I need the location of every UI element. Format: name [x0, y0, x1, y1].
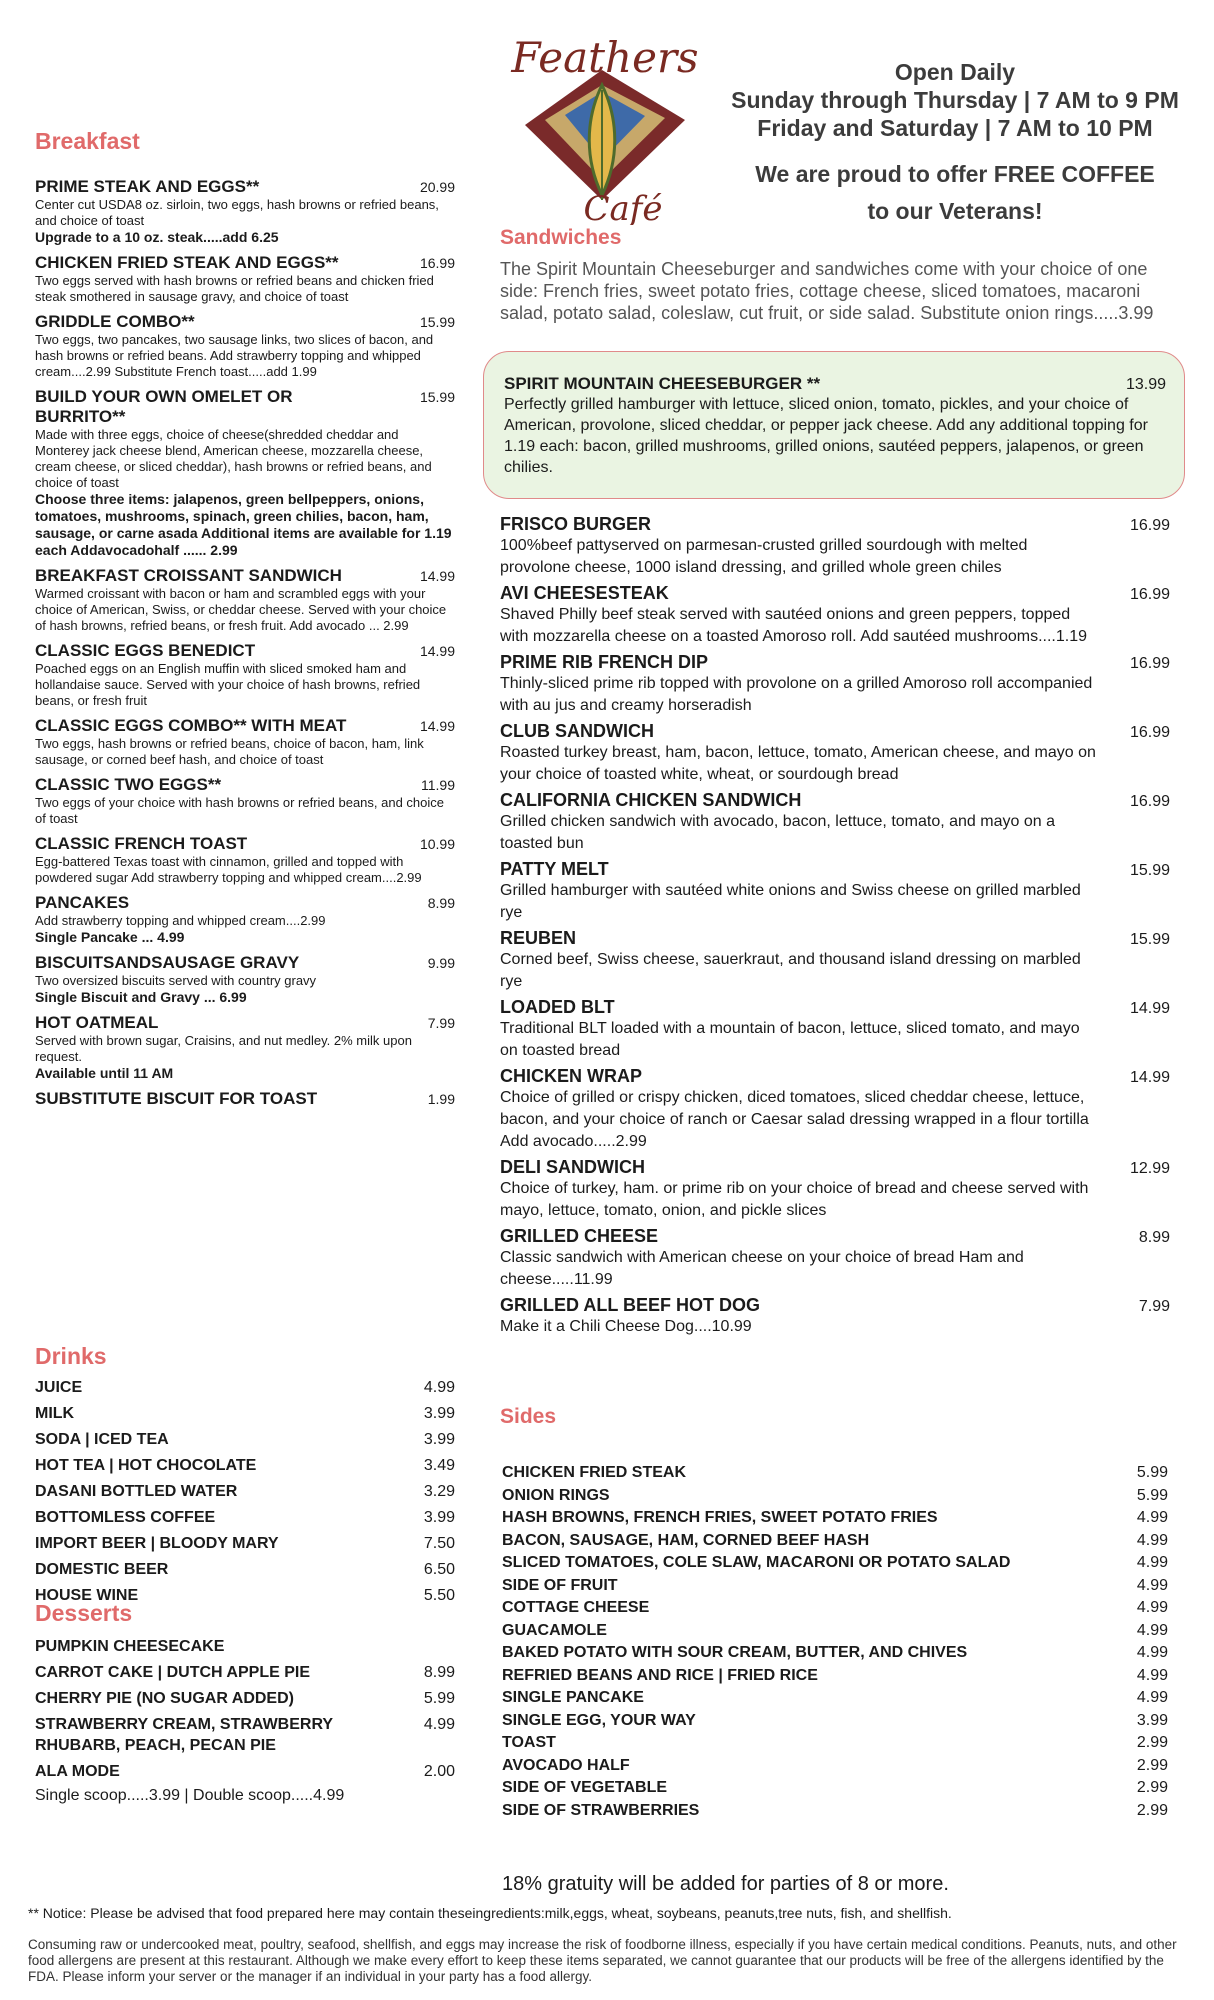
feather-logo-icon: [505, 30, 700, 225]
dessert-price: 2.00: [423, 1763, 455, 1780]
drinks-heading: Drinks: [35, 1343, 107, 1369]
dessert-row: [35, 1714, 455, 1756]
side-price: 4.99: [1136, 1531, 1168, 1549]
sandwich-item: [500, 1156, 1170, 1222]
sandwich-item: [500, 789, 1170, 855]
sandwiches-heading: Sandwiches: [500, 226, 622, 249]
item-price: 7.99: [427, 1015, 455, 1031]
sandwich-name: CLUB SANDWICH: [500, 721, 654, 741]
sandwich-name: FRISCO BURGER: [500, 514, 652, 534]
sandwich-name: REUBEN: [500, 928, 577, 948]
side-row: [502, 1777, 1168, 1800]
item-description: Two eggs, two pancakes, two sausage links, two slices of bacon, and hash browns or refried beans. Add strawberry topping and whipped cream....2.99 Substitute French toast.....add 1.99: [35, 332, 434, 379]
drink-price: 3.29: [423, 1483, 455, 1500]
sandwich-price: 16.99: [1129, 586, 1170, 603]
menu-item: [35, 566, 455, 634]
sandwich-item: [500, 651, 1170, 717]
side-row: [502, 1575, 1168, 1598]
menu-item: [35, 177, 455, 246]
sandwich-description: Corned beef, Swiss cheese, sauerkraut, and thousand island dressing on marbled rye: [500, 951, 1081, 990]
sandwich-price: 14.99: [1129, 1000, 1170, 1017]
item-name: HOT OATMEAL: [35, 1013, 159, 1032]
side-row: [502, 1800, 1168, 1823]
item-name: CLASSIC EGGS BENEDICT: [35, 641, 256, 660]
hours-line2: Sunday through Thursday | 7 AM to 9 PM: [731, 87, 1179, 113]
drink-price: 3.49: [423, 1457, 455, 1474]
sandwich-name: GRILLED ALL BEEF HOT DOG: [500, 1295, 760, 1315]
drink-row: [35, 1557, 455, 1583]
sandwich-item: [500, 720, 1170, 786]
side-row: [502, 1552, 1168, 1575]
drink-name: JUICE: [35, 1379, 83, 1396]
sandwich-description: 100%beef pattyserved on parmesan-crusted grilled sourdough with melted provolone cheese, 1000 island dressing, and grilled whole green chiles: [500, 537, 1028, 576]
item-description: Two oversized biscuits served with country gravy: [35, 973, 317, 988]
veterans-line1: We are proud to offer FREE COFFEE: [755, 161, 1155, 187]
item-description: Poached eggs on an English muffin with sliced smoked ham and hollandaise sauce. Served with your choice of hash browns, refried beans, or fresh fruit: [35, 661, 421, 708]
item-name: CLASSIC EGGS COMBO** WITH MEAT: [35, 716, 347, 735]
sandwich-description: Thinly-sliced prime rib topped with provolone on a grilled Amoroso roll accompanied with au jus and creamy horseradish: [500, 675, 1093, 714]
item-description: Served with brown sugar, Craisins, and nut medley. 2% milk upon request.: [35, 1033, 412, 1064]
item-description: Two eggs, hash browns or refried beans, choice of bacon, ham, link sausage, or corned beef hash, and choice of toast: [35, 736, 424, 767]
side-price: 4.99: [1136, 1599, 1168, 1616]
sandwich-description: Grilled hamburger with sautéed white onions and Swiss cheese on grilled marbled rye: [500, 882, 1081, 921]
item-description: Egg-battered Texas toast with cinnamon, grilled and topped with powdered sugar Add strawberry topping and whipped cream....2.99: [35, 854, 422, 885]
menu-item: [35, 641, 455, 709]
side-name: COTTAGE CHEESE: [502, 1599, 650, 1616]
hours-block: [720, 58, 1190, 230]
desserts-heading: Desserts: [35, 1600, 133, 1626]
dessert-price: 4.99: [423, 1716, 455, 1733]
sandwich-item: [500, 858, 1170, 924]
sandwich-name: CHICKEN WRAP: [500, 1066, 642, 1086]
item-description: Two eggs of your choice with hash browns or refried beans, and choice of toast: [35, 795, 445, 826]
sandwich-item: [500, 582, 1170, 648]
item-extra: Choose three items: jalapenos, green bellpeppers, onions, tomatoes, mushrooms, spinach, green chilies, bacon, ham, sausage, or carne asada Additional items are available for 1.19 each Addavocadohalf ...... 2.99: [35, 491, 452, 558]
item-description: Center cut USDA8 oz. sirloin, two eggs, hash browns or refried beans, and choice of toast: [35, 197, 439, 228]
sandwich-price: 7.99: [1138, 1298, 1170, 1315]
drink-name: SODA | ICED TEA: [35, 1431, 169, 1448]
sandwich-price: 15.99: [1129, 931, 1170, 948]
hours-line1: Open Daily: [894, 59, 1016, 85]
drink-name: BOTTOMLESS COFFEE: [35, 1509, 216, 1526]
dessert-name: STRAWBERRY CREAM, STRAWBERRY RHUBARB, PEACH, PECAN PIE: [35, 1716, 333, 1754]
sandwich-price: 12.99: [1129, 1160, 1170, 1177]
breakfast-list: [35, 177, 455, 1116]
side-row: [502, 1530, 1168, 1553]
drink-price: 3.99: [423, 1509, 455, 1526]
item-name: BUILD YOUR OWN OMELET OR BURRITO**: [35, 387, 293, 426]
drink-name: HOUSE WINE: [35, 1587, 139, 1604]
item-price: 14.99: [419, 568, 455, 584]
sandwich-description: Classic sandwich with American cheese on your choice of bread Ham and cheese.....11.99: [500, 1249, 1024, 1288]
side-name: TOAST: [502, 1734, 556, 1751]
desserts-list: [35, 1636, 455, 1805]
item-name: BISCUITSANDSAUSAGE GRAVY: [35, 953, 300, 972]
side-name: AVOCADO HALF: [502, 1756, 630, 1774]
item-price: 1.99: [427, 1091, 455, 1107]
drink-row: [35, 1531, 455, 1557]
drink-name: MILK: [35, 1405, 75, 1422]
veterans-offer: [720, 156, 1190, 230]
sandwiches-list: [500, 513, 1170, 1341]
drink-price: 3.99: [423, 1431, 455, 1448]
sandwich-price: 15.99: [1129, 862, 1170, 879]
menu-item: [35, 312, 455, 380]
side-price: 2.99: [1136, 1734, 1168, 1751]
hours-line3: Friday and Saturday | 7 AM to 10 PM: [757, 115, 1153, 141]
side-name: BAKED POTATO WITH SOUR CREAM, BUTTER, AND CHIVES: [502, 1644, 968, 1661]
menu-item: [35, 893, 455, 946]
side-row: [502, 1642, 1168, 1665]
dessert-name: CHERRY PIE (NO SUGAR ADDED): [35, 1690, 294, 1707]
side-row: [502, 1462, 1168, 1485]
side-price: 2.99: [1136, 1779, 1168, 1796]
side-row: [502, 1755, 1168, 1778]
drink-row: [35, 1453, 455, 1479]
menu-item: [35, 1089, 455, 1109]
dessert-row: [35, 1688, 455, 1709]
side-price: 3.99: [1136, 1711, 1168, 1729]
side-name: BACON, SAUSAGE, HAM, CORNED BEEF HASH: [502, 1531, 870, 1549]
drink-name: HOT TEA | HOT CHOCOLATE: [35, 1457, 257, 1474]
side-price: 5.99: [1136, 1486, 1168, 1504]
side-price: 4.99: [1136, 1554, 1168, 1571]
side-name: SIDE OF FRUIT: [502, 1576, 618, 1594]
side-row: [502, 1507, 1168, 1530]
gratuity-note: 18% gratuity will be added for parties of 8 or more.: [502, 1873, 949, 1895]
sandwich-name: CALIFORNIA CHICKEN SANDWICH: [500, 790, 802, 810]
side-price: 4.99: [1136, 1509, 1168, 1526]
sandwich-name: DELI SANDWICH: [500, 1157, 645, 1177]
sandwich-price: 8.99: [1138, 1229, 1170, 1246]
ala-mode-note: Single scoop.....3.99 | Double scoop.....4.99: [35, 1787, 345, 1804]
side-row: [502, 1620, 1168, 1643]
item-name: GRIDDLE COMBO**: [35, 312, 195, 331]
featured-sandwich-desc: Perfectly grilled hamburger with lettuce, sliced onion, tomato, pickles, and your choice of American, provolone, sliced cheddar, or pepper jack cheese. Add any additional topping for 1.19 each: bacon, grilled mushrooms, grilled onions, sautéed peppers, jalapenos, or green chilies.: [504, 396, 1148, 476]
sandwich-description: Choice of grilled or crispy chicken, diced tomatoes, sliced cheddar cheese, lettuce, bacon, and your choice of ranch or Caesar salad dressing wrapped in a flour tortilla Add avocado.....2.99: [500, 1089, 1089, 1150]
side-price: 4.99: [1136, 1666, 1168, 1684]
side-price: 4.99: [1136, 1621, 1168, 1639]
sandwich-item: [500, 927, 1170, 993]
side-name: SINGLE EGG, YOUR WAY: [502, 1711, 696, 1729]
featured-sandwich-box: [483, 351, 1185, 499]
item-price: 14.99: [419, 718, 455, 734]
drink-name: DASANI BOTTLED WATER: [35, 1483, 238, 1500]
side-price: 2.99: [1136, 1801, 1168, 1819]
sandwich-price: 16.99: [1129, 793, 1170, 810]
dessert-price: 8.99: [423, 1664, 455, 1681]
drink-name: DOMESTIC BEER: [35, 1561, 169, 1578]
item-price: 16.99: [419, 255, 455, 271]
side-name: GUACAMOLE: [502, 1621, 607, 1639]
sandwich-item: [500, 1225, 1170, 1291]
sides-list: [502, 1462, 1168, 1822]
drink-price: 3.99: [423, 1405, 455, 1422]
drink-name: IMPORT BEER | BLOODY MARY: [35, 1535, 279, 1552]
dessert-row: [35, 1636, 455, 1657]
dessert-price: 5.99: [423, 1690, 455, 1707]
item-name: BREAKFAST CROISSANT SANDWICH: [35, 566, 342, 585]
side-name: SIDE OF VEGETABLE: [502, 1779, 668, 1796]
item-extra: Available until 11 AM: [35, 1065, 174, 1081]
item-extra: Single Pancake ... 4.99: [35, 929, 185, 945]
drink-row: [35, 1505, 455, 1531]
sandwich-price: 16.99: [1129, 655, 1170, 672]
item-extra: Upgrade to a 10 oz. steak.....add 6.25: [35, 229, 279, 245]
featured-sandwich-price: 13.99: [1125, 376, 1166, 393]
side-row: [502, 1687, 1168, 1710]
sandwich-name: AVI CHEESESTEAK: [500, 583, 669, 603]
menu-item: [35, 387, 455, 559]
sandwich-description: Shaved Philly beef steak served with sautéed onions and green peppers, topped with mozzarella cheese on a toasted Amoroso roll. Add sautéed mushrooms....1.19: [500, 606, 1087, 645]
item-price: 14.99: [419, 643, 455, 659]
sandwich-description: Roasted turkey breast, ham, bacon, lettuce, tomato, American cheese, and mayo on your choice of toasted white, wheat, or sourdough bread: [500, 744, 1096, 783]
sandwich-description: Make it a Chili Cheese Dog....10.99: [500, 1318, 752, 1335]
side-name: SLICED TOMATOES, COLE SLAW, MACARONI OR POTATO SALAD: [502, 1554, 1011, 1571]
menu-item: [35, 953, 455, 1006]
breakfast-heading: Breakfast: [35, 128, 140, 154]
side-row: [502, 1665, 1168, 1688]
sandwich-item: [500, 513, 1170, 579]
dessert-name: ALA MODE: [35, 1763, 120, 1780]
dessert-name: PUMPKIN CHEESECAKE: [35, 1638, 225, 1655]
item-price: 15.99: [419, 314, 455, 330]
side-price: 4.99: [1136, 1576, 1168, 1594]
logo-text-cafe: Café: [583, 189, 663, 225]
item-price: 15.99: [419, 389, 455, 405]
sandwich-item: [500, 1294, 1170, 1338]
dessert-row: [35, 1761, 455, 1782]
item-description: Warmed croissant with bacon or ham and scrambled eggs with your choice of American, Swiss, or cheddar cheese. Served with your choice of hash browns, refried beans, or fresh fruit. Add avocado ... 2.99: [35, 586, 447, 633]
veterans-line2: to our Veterans!: [867, 198, 1043, 224]
side-price: 5.99: [1136, 1464, 1168, 1481]
featured-sandwich-name: SPIRIT MOUNTAIN CHEESEBURGER **: [504, 374, 821, 393]
item-name: PRIME STEAK AND EGGS**: [35, 177, 260, 196]
item-name: CLASSIC FRENCH TOAST: [35, 834, 248, 853]
sandwiches-intro: The Spirit Mountain Cheeseburger and sandwiches come with your choice of one side: French fries, sweet potato fries, cottage cheese, sliced tomatoes, macaroni salad, potato salad, coleslaw, cut fruit, or side salad. Substitute onion rings.....3.99: [500, 259, 1154, 323]
side-name: REFRIED BEANS AND RICE | FRIED RICE: [502, 1666, 818, 1684]
dessert-row: [35, 1662, 455, 1683]
drinks-list: [35, 1375, 455, 1609]
sandwich-description: Choice of turkey, ham. or prime rib on your choice of bread and cheese served with mayo, lettuce, tomato, onion, and pickle slices: [500, 1180, 1089, 1219]
side-name: CHICKEN FRIED STEAK: [502, 1464, 687, 1481]
sandwich-item: [500, 996, 1170, 1062]
menu-item: [35, 834, 455, 886]
sandwich-description: Traditional BLT loaded with a mountain of bacon, lettuce, sliced tomato, and mayo on toasted bread: [500, 1020, 1080, 1059]
allergen-notice: ** Notice: Please be advised that food prepared here may contain theseingredients:milk,eggs, wheat, soybeans, peanuts,tree nuts, fish, and shellfish.: [28, 1905, 952, 1921]
side-name: SINGLE PANCAKE: [502, 1689, 644, 1706]
item-name: PANCAKES: [35, 893, 130, 912]
side-row: [502, 1485, 1168, 1508]
item-price: 9.99: [427, 955, 455, 971]
side-name: HASH BROWNS, FRENCH FRIES, SWEET POTATO FRIES: [502, 1509, 938, 1526]
cafe-logo: [505, 30, 700, 225]
item-price: 10.99: [419, 836, 455, 852]
drink-price: 7.50: [423, 1535, 455, 1552]
side-row: [502, 1597, 1168, 1620]
sandwich-price: 16.99: [1129, 517, 1170, 534]
item-price: 11.99: [421, 777, 455, 793]
sandwich-item: [500, 1065, 1170, 1153]
side-price: 4.99: [1136, 1689, 1168, 1706]
dessert-name: CARROT CAKE | DUTCH APPLE PIE: [35, 1664, 311, 1681]
drink-price: 6.50: [423, 1561, 455, 1578]
sandwich-name: LOADED BLT: [500, 997, 615, 1017]
menu-item: [35, 716, 455, 768]
drink-price: 4.99: [423, 1379, 455, 1396]
sandwich-name: GRILLED CHEESE: [500, 1226, 659, 1246]
drink-row: [35, 1427, 455, 1453]
item-name: CHICKEN FRIED STEAK AND EGGS**: [35, 253, 339, 272]
side-name: SIDE OF STRAWBERRIES: [502, 1801, 700, 1819]
menu-item: [35, 775, 455, 827]
side-name: ONION RINGS: [502, 1486, 610, 1504]
item-price: 20.99: [419, 179, 455, 195]
drink-row: [35, 1479, 455, 1505]
item-price: 8.99: [427, 895, 455, 911]
drink-row: [35, 1375, 455, 1401]
side-price: 2.99: [1136, 1756, 1168, 1774]
logo-text-feathers: Feathers: [511, 33, 699, 82]
sandwich-price: 14.99: [1129, 1069, 1170, 1086]
item-description: Made with three eggs, choice of cheese(shredded cheddar and Monterey jack cheese blend, American cheese, mozzarella cheese, cream cheese, or sliced cheddar), hash browns or refried beans, and choice of toast: [35, 427, 432, 490]
side-row: [502, 1710, 1168, 1733]
sandwich-price: 16.99: [1129, 724, 1170, 741]
item-name: SUBSTITUTE BISCUIT FOR TOAST: [35, 1089, 318, 1108]
sandwich-description: Grilled chicken sandwich with avocado, bacon, lettuce, tomato, and mayo on a toasted bun: [500, 813, 1055, 852]
side-price: 4.99: [1136, 1644, 1168, 1661]
drink-price: 5.50: [423, 1587, 455, 1604]
sandwich-name: PRIME RIB FRENCH DIP: [500, 652, 709, 672]
item-extra: Single Biscuit and Gravy ... 6.99: [35, 989, 247, 1005]
item-description: Add strawberry topping and whipped cream....2.99: [35, 913, 326, 928]
sandwich-name: PATTY MELT: [500, 859, 609, 879]
sides-heading: Sides: [500, 1405, 557, 1428]
consumer-advisory: Consuming raw or undercooked meat, poultry, seafood, shellfish, and eggs may increase the risk of foodborne illness, especially if you have certain medical conditions. Peanuts, nuts, and other food allergens are present at this restaurant. Although we make every effort to keep these items separated, we cannot guarantee that our products will be free of the allergens identified by the FDA. Please inform your server or the manager if an individual in your party has a food allergy.: [28, 1937, 1177, 1984]
drink-row: [35, 1401, 455, 1427]
item-name: CLASSIC TWO EGGS**: [35, 775, 222, 794]
side-row: [502, 1732, 1168, 1755]
item-description: Two eggs served with hash browns or refried beans and chicken fried steak smothered in sausage gravy, and choice of toast: [35, 273, 434, 304]
menu-item: [35, 1013, 455, 1082]
menu-item: [35, 253, 455, 305]
